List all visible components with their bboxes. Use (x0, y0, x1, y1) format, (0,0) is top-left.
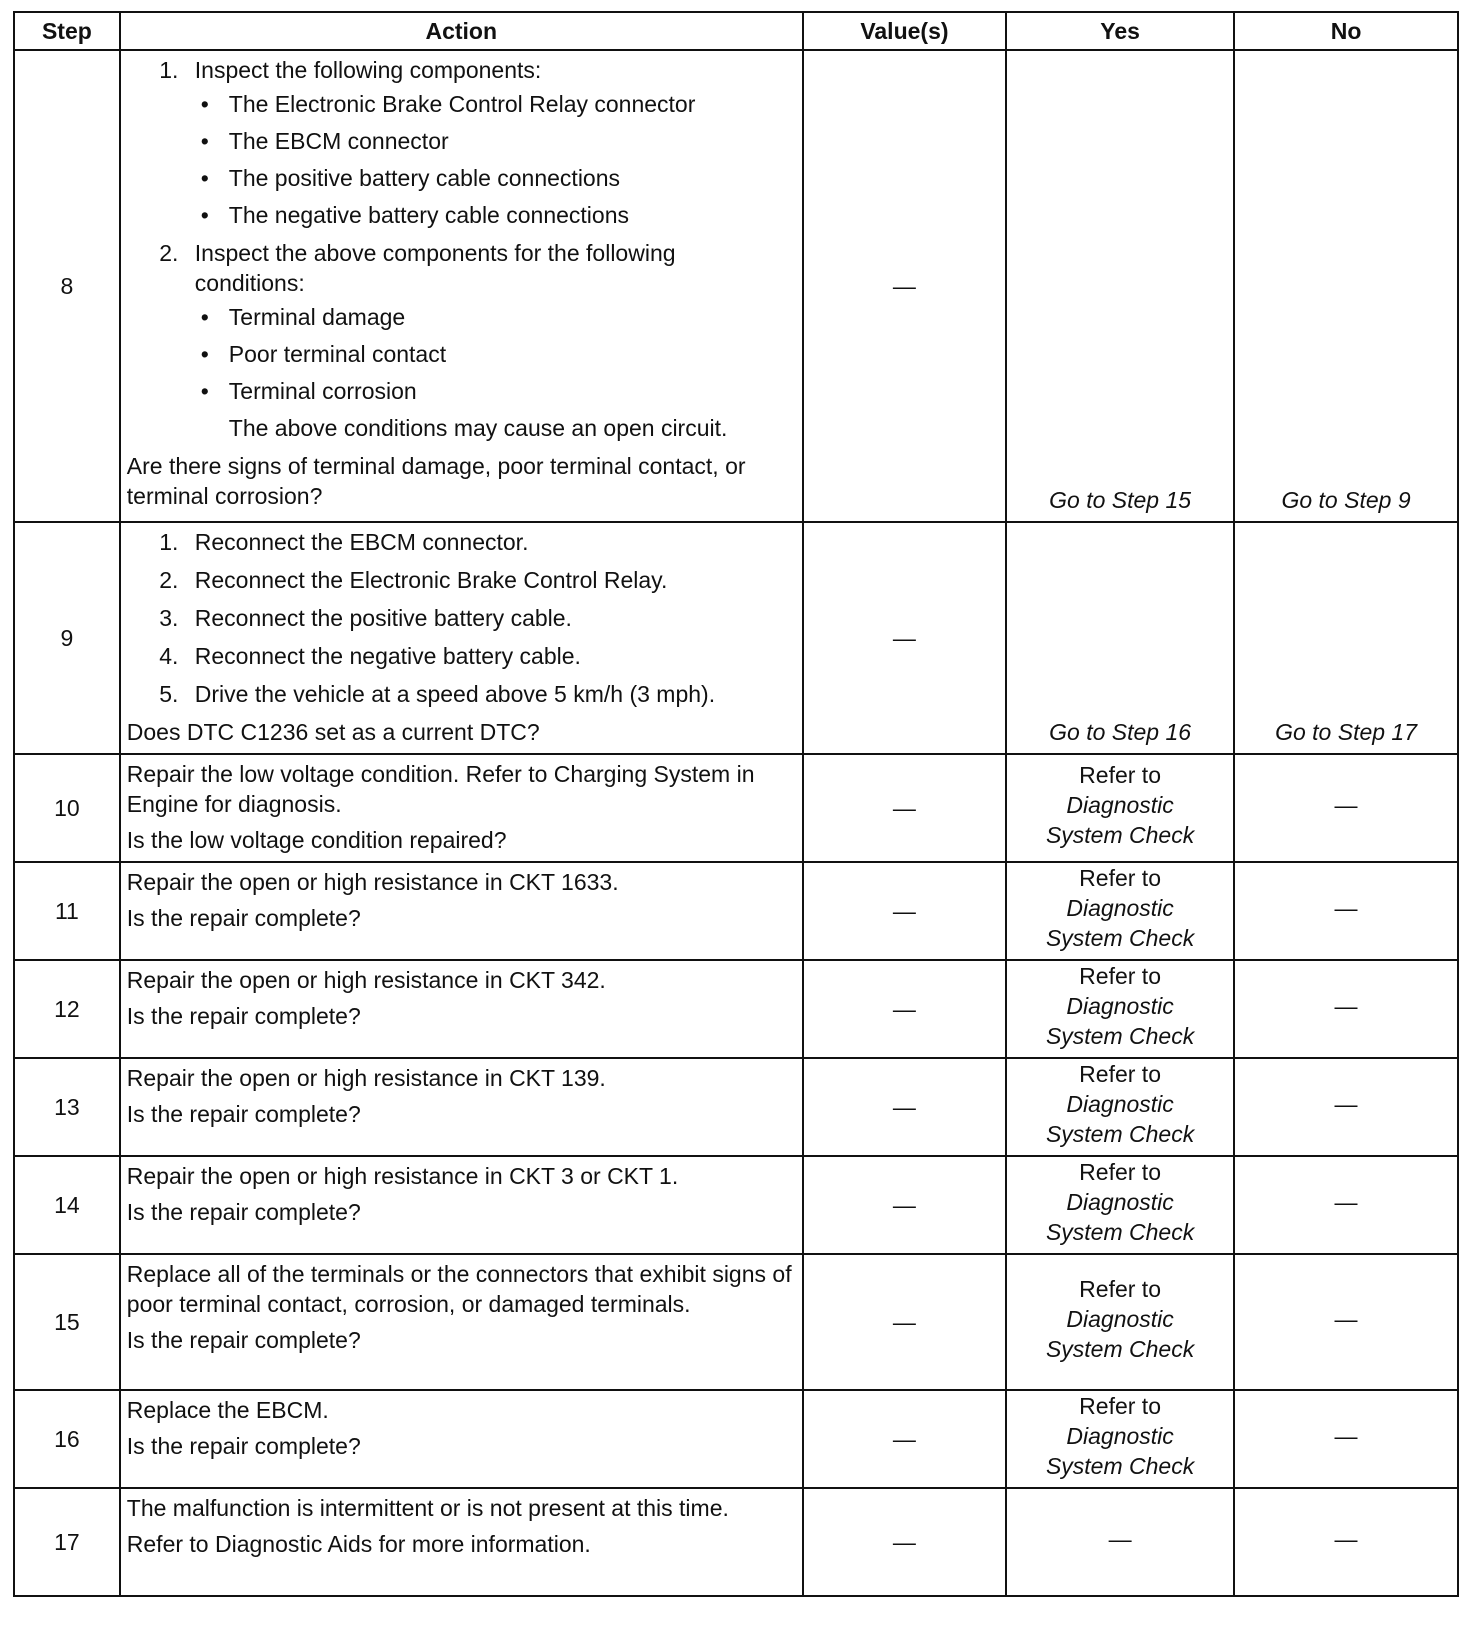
action-step (185, 55, 792, 230)
dash: — (1334, 895, 1358, 921)
refer-line: Diagnostic (1066, 1189, 1174, 1215)
action-question: Is the low voltage condition repaired? (126, 827, 507, 853)
table-row-step-12 (14, 960, 1458, 1058)
action-step: 4. Reconnect the negative battery cable. (185, 641, 792, 671)
header-action: Action (120, 12, 803, 50)
dash: — (1334, 1306, 1358, 1332)
no-cell (1234, 1058, 1458, 1156)
value-cell (803, 522, 1006, 754)
refer-line: Refer to (1079, 963, 1161, 989)
step-number: 8 (14, 50, 120, 522)
refer-line: System Check (1045, 1453, 1195, 1479)
value-cell (803, 1254, 1006, 1390)
list-item: • The Electronic Brake Control Relay connector (195, 89, 792, 119)
dash: — (1334, 1091, 1358, 1117)
refer-line: System Check (1045, 822, 1195, 848)
action-text: Replace the EBCM. (126, 1397, 329, 1423)
yes-link[interactable]: Go to Step 16 (1006, 522, 1234, 754)
action-question: Is the repair complete? (126, 905, 361, 931)
dash: — (892, 795, 916, 821)
yes-link[interactable]: Go to Step 15 (1006, 50, 1234, 522)
action-step-text: Inspect the above components for the following conditions: (194, 240, 676, 296)
action-question: Is the repair complete? (126, 1003, 361, 1029)
list-item: • The negative battery cable connections (195, 200, 792, 230)
table-row-step-15 (14, 1254, 1458, 1390)
yes-link[interactable] (1006, 1390, 1234, 1488)
dash: — (1108, 1526, 1132, 1552)
diagnostic-table (13, 11, 1459, 1597)
action-question: Does DTC C1236 set as a current DTC? (126, 719, 540, 745)
condition-list (195, 302, 792, 406)
dash: — (892, 1529, 916, 1555)
action-question: Is the repair complete? (126, 1101, 361, 1127)
action-text: Repair the open or high resistance in CKT 342. (126, 967, 606, 993)
action-step-text: Inspect the following components: (194, 57, 542, 83)
yes-link[interactable] (1006, 960, 1234, 1058)
yes-link[interactable] (1006, 1254, 1234, 1390)
refer-line: Diagnostic (1066, 1423, 1174, 1449)
step-number: 10 (14, 754, 120, 862)
action-cell (120, 960, 803, 1058)
step-number: 12 (14, 960, 120, 1058)
action-text: Repair the open or high resistance in CKT 3 or CKT 1. (126, 1163, 679, 1189)
value-cell (803, 50, 1006, 522)
action-step: 1. Reconnect the EBCM connector. (185, 527, 792, 557)
dash: — (1334, 1423, 1358, 1449)
step-number: 11 (14, 862, 120, 960)
step-number: 15 (14, 1254, 120, 1390)
table-row-step-10 (14, 754, 1458, 862)
dash: — (892, 1094, 916, 1120)
table-row-step-9 (14, 522, 1458, 754)
refer-line: Refer to (1079, 762, 1161, 788)
header-row (14, 12, 1458, 50)
refer-line: Diagnostic (1066, 895, 1174, 921)
dash: — (892, 1309, 916, 1335)
action-question: Is the repair complete? (126, 1433, 361, 1459)
yes-link[interactable] (1006, 1156, 1234, 1254)
action-cell (120, 754, 803, 862)
yes-cell (1006, 1488, 1234, 1596)
no-cell (1234, 754, 1458, 862)
list-item: • Terminal damage (195, 302, 792, 332)
no-cell (1234, 1254, 1458, 1390)
dash: — (892, 898, 916, 924)
dash: — (892, 273, 916, 299)
action-question: Are there signs of terminal damage, poor terminal contact, or terminal corrosion? (126, 453, 746, 509)
refer-line: Diagnostic (1066, 993, 1174, 1019)
action-cell (120, 1058, 803, 1156)
action-cell (120, 50, 803, 522)
action-step: 2. Reconnect the Electronic Brake Control Relay. (185, 565, 792, 595)
no-cell (1234, 960, 1458, 1058)
yes-link[interactable] (1006, 1058, 1234, 1156)
table-row-step-17 (14, 1488, 1458, 1596)
header-no: No (1234, 12, 1458, 50)
dash: — (892, 996, 916, 1022)
action-question: Is the repair complete? (126, 1199, 361, 1225)
refer-line: Refer to (1079, 865, 1161, 891)
action-cell (120, 522, 803, 754)
dash: — (1334, 1526, 1358, 1552)
action-cell (120, 1254, 803, 1390)
value-cell (803, 1156, 1006, 1254)
step-number: 17 (14, 1488, 120, 1596)
step-number: 13 (14, 1058, 120, 1156)
table-row-step-14 (14, 1156, 1458, 1254)
refer-line: System Check (1045, 1219, 1195, 1245)
refer-line: Refer to (1079, 1061, 1161, 1087)
dash: — (1334, 993, 1358, 1019)
refer-line: System Check (1045, 1336, 1195, 1362)
list-item: • Poor terminal contact (195, 339, 792, 369)
table-row-step-16 (14, 1390, 1458, 1488)
action-steps (127, 55, 792, 443)
refer-line: Diagnostic (1066, 1306, 1174, 1332)
action-text: Repair the low voltage condition. Refer to Charging System in Engine for diagnosis. (126, 761, 755, 817)
no-cell (1234, 862, 1458, 960)
refer-line: System Check (1045, 925, 1195, 951)
yes-link[interactable] (1006, 862, 1234, 960)
action-step: 3. Reconnect the positive battery cable. (185, 603, 792, 633)
action-question: Is the repair complete? (126, 1327, 361, 1353)
component-list (195, 89, 792, 230)
refer-line: Diagnostic (1066, 1091, 1174, 1117)
no-cell (1234, 1390, 1458, 1488)
no-link[interactable]: Go to Step 17 (1234, 522, 1458, 754)
no-link[interactable]: Go to Step 9 (1234, 50, 1458, 522)
value-cell (803, 754, 1006, 862)
refer-line: Refer to (1079, 1393, 1161, 1419)
value-cell (803, 1058, 1006, 1156)
action-text: The malfunction is intermittent or is not present at this time. (126, 1495, 729, 1521)
action-cell (120, 1390, 803, 1488)
refer-line: System Check (1045, 1121, 1195, 1147)
dash: — (1334, 1189, 1358, 1215)
list-item: • The EBCM connector (195, 126, 792, 156)
action-note: The above conditions may cause an open circuit. (228, 415, 728, 441)
action-step (185, 238, 792, 443)
action-cell (120, 1488, 803, 1596)
refer-line: Refer to (1079, 1159, 1161, 1185)
value-cell (803, 1488, 1006, 1596)
step-number: 9 (14, 522, 120, 754)
dash: — (1334, 792, 1358, 818)
refer-line: Refer to (1079, 1276, 1161, 1302)
dash: — (892, 1426, 916, 1452)
action-text: Repair the open or high resistance in CKT 1633. (126, 869, 619, 895)
yes-link[interactable] (1006, 754, 1234, 862)
dash: — (892, 1192, 916, 1218)
no-cell (1234, 1156, 1458, 1254)
action-cell (120, 1156, 803, 1254)
list-item: • Terminal corrosion (195, 376, 792, 406)
refer-line: System Check (1045, 1023, 1195, 1049)
action-cell (120, 862, 803, 960)
dash: — (892, 625, 916, 651)
action-question: Refer to Diagnostic Aids for more information. (126, 1531, 591, 1557)
value-cell (803, 960, 1006, 1058)
action-text: Repair the open or high resistance in CKT 139. (126, 1065, 606, 1091)
value-cell (803, 862, 1006, 960)
step-number: 16 (14, 1390, 120, 1488)
action-text: Replace all of the terminals or the connectors that exhibit signs of poor terminal contact, corrosion, or damaged terminals. (126, 1261, 792, 1317)
value-cell (803, 1390, 1006, 1488)
list-item: • The positive battery cable connections (195, 163, 792, 193)
table-row-step-13 (14, 1058, 1458, 1156)
table-row-step-8 (14, 50, 1458, 522)
header-yes: Yes (1006, 12, 1234, 50)
refer-line: Diagnostic (1066, 792, 1174, 818)
action-steps (127, 527, 792, 709)
header-step: Step (14, 12, 120, 50)
header-values: Value(s) (803, 12, 1006, 50)
table-row-step-11 (14, 862, 1458, 960)
action-step: 5. Drive the vehicle at a speed above 5 km/h (3 mph). (185, 679, 792, 709)
no-cell (1234, 1488, 1458, 1596)
step-number: 14 (14, 1156, 120, 1254)
